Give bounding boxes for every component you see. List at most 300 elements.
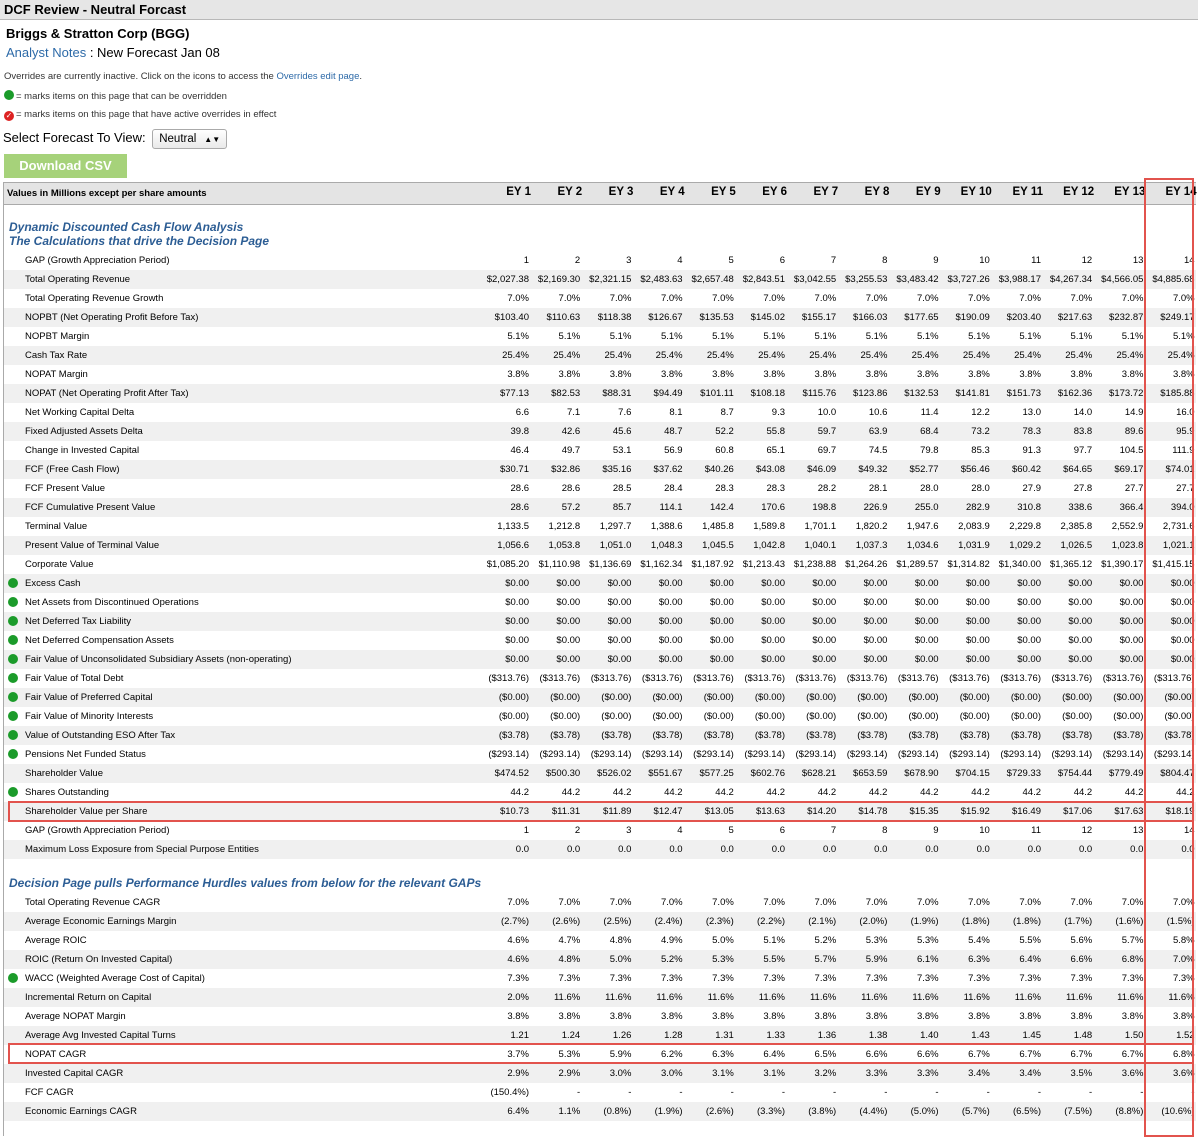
table-cell: 79.8 bbox=[920, 445, 939, 456]
table-cell: $0.00 bbox=[505, 616, 529, 627]
table-cell: 7.3% bbox=[660, 973, 683, 984]
override-dot-icon[interactable] bbox=[8, 578, 18, 588]
table-cell: 7.0% bbox=[609, 897, 632, 908]
table-row bbox=[4, 346, 1196, 365]
section2-title: Decision Page pulls Performance Hurdles values from below for the relevant GAPs bbox=[9, 876, 482, 890]
table-cell: ($313.76) bbox=[846, 673, 888, 684]
analyst-notes-value: New Forecast Jan 08 bbox=[97, 45, 220, 60]
table-cell: $0.00 bbox=[914, 635, 939, 646]
table-cell: 28.2 bbox=[817, 483, 837, 494]
table-cell: 39.8 bbox=[510, 426, 529, 437]
table-cell: ($293.14) bbox=[1153, 749, 1195, 760]
table-cell: 7.0% bbox=[712, 897, 734, 908]
table-cell: $118.38 bbox=[597, 312, 632, 323]
table-cell: $602.76 bbox=[750, 768, 785, 779]
table-cell: $1,110.98 bbox=[538, 559, 581, 570]
table-cell: 5.1% bbox=[609, 331, 632, 342]
table-row bbox=[4, 441, 1196, 460]
table-cell: 9.3 bbox=[771, 407, 785, 418]
table-cell: $0.00 bbox=[1170, 654, 1195, 665]
table-cell: 5.5% bbox=[1019, 935, 1041, 946]
override-dot-icon[interactable] bbox=[8, 654, 18, 664]
table-cell: 1,701.1 bbox=[804, 521, 837, 532]
table-cell: $11.89 bbox=[603, 806, 632, 817]
table-cell: $0.00 bbox=[761, 597, 785, 608]
table-cell: 0.0 bbox=[1078, 844, 1093, 855]
table-cell: (1.5%) bbox=[1166, 916, 1195, 927]
table-cell: 0.0 bbox=[618, 844, 632, 855]
table-row bbox=[4, 308, 1196, 327]
table-cell: 83.8 bbox=[1073, 426, 1093, 437]
table-cell: 1.52 bbox=[1176, 1030, 1195, 1041]
table-cell: $0.00 bbox=[1068, 616, 1093, 627]
table-cell: $0.00 bbox=[607, 616, 632, 627]
overrides-status bbox=[4, 71, 362, 82]
table-cell: 5.7% bbox=[1121, 935, 1144, 946]
table-row bbox=[4, 650, 1196, 669]
table-row bbox=[4, 969, 1196, 988]
table-row bbox=[4, 612, 1196, 631]
table-cell: $0.00 bbox=[658, 635, 683, 646]
table-cell: 44.2 bbox=[1124, 787, 1144, 798]
table-cell: 7.0% bbox=[968, 293, 990, 304]
table-row bbox=[4, 536, 1196, 555]
table-cell: 44.2 bbox=[612, 787, 632, 798]
table-cell: $1,238.88 bbox=[793, 559, 837, 570]
table-cell: 7.3% bbox=[763, 973, 785, 984]
column-header: EY 10 bbox=[960, 186, 992, 198]
table-cell: $0.00 bbox=[812, 578, 837, 589]
table-row bbox=[4, 931, 1196, 950]
table-cell: $203.40 bbox=[1006, 312, 1041, 323]
table-row bbox=[4, 327, 1196, 346]
table-cell: 338.6 bbox=[1068, 502, 1093, 513]
row-label: WACC (Weighted Average Cost of Capital) bbox=[25, 973, 205, 984]
table-cell: 5.7% bbox=[814, 954, 837, 965]
table-cell: 0.0 bbox=[1181, 844, 1195, 855]
row-label: Cash Tax Rate bbox=[25, 350, 88, 361]
table-cell: ($293.14) bbox=[539, 749, 581, 760]
table-cell: $779.49 bbox=[1109, 768, 1144, 779]
table-cell: 5.9% bbox=[609, 1049, 632, 1060]
table-cell: 3.8% bbox=[1172, 369, 1195, 380]
table-cell: $4,566.05 bbox=[1101, 274, 1144, 285]
table-cell: 2 bbox=[574, 255, 581, 266]
table-cell: 25.4% bbox=[553, 350, 581, 361]
table-cell: 46.4 bbox=[510, 445, 529, 456]
table-cell: $0.00 bbox=[556, 597, 581, 608]
table-cell: 11.6% bbox=[1168, 992, 1195, 1003]
row-label: NOPBT (Net Operating Profit Before Tax) bbox=[25, 312, 199, 323]
window-title: DCF Review - Neutral Forcast bbox=[0, 0, 1198, 20]
table-row bbox=[4, 745, 1196, 764]
table-cell: 5.1% bbox=[507, 331, 529, 342]
override-dot-icon[interactable] bbox=[8, 692, 18, 702]
table-cell: 11.6% bbox=[656, 992, 683, 1003]
table-cell: 28.5 bbox=[612, 483, 632, 494]
table-cell: 3.8% bbox=[1121, 369, 1144, 380]
table-cell: 310.8 bbox=[1017, 502, 1041, 513]
table-header bbox=[4, 182, 1196, 205]
table-cell: 226.9 bbox=[863, 502, 888, 513]
table-cell: (10.6%) bbox=[1161, 1106, 1195, 1117]
table-cell: 7.0% bbox=[1172, 293, 1195, 304]
table-cell: $0.00 bbox=[966, 654, 990, 665]
table-cell: - bbox=[833, 1087, 837, 1098]
table-cell: 1,589.8 bbox=[753, 521, 785, 532]
row-label: FCF (Free Cash Flow) bbox=[25, 464, 120, 475]
table-cell: - bbox=[1140, 1087, 1144, 1098]
table-cell: 7.0% bbox=[1172, 897, 1195, 908]
table-cell: $0.00 bbox=[966, 597, 990, 608]
row-label: NOPAT Margin bbox=[25, 369, 88, 380]
legend-red-text: = marks items on this page that have active overrides in effect bbox=[16, 109, 277, 120]
table-cell: ($313.76) bbox=[795, 673, 837, 684]
table-cell: $678.90 bbox=[904, 768, 939, 779]
download-csv-button[interactable]: Download CSV bbox=[4, 154, 127, 178]
row-label: NOPAT CAGR bbox=[25, 1049, 87, 1060]
table-cell: ($313.76) bbox=[1051, 673, 1093, 684]
table-cell: 11.6% bbox=[963, 992, 990, 1003]
table-cell: 11.6% bbox=[912, 992, 939, 1003]
table-row bbox=[4, 479, 1196, 498]
table-cell: $0.00 bbox=[658, 654, 683, 665]
table-cell: 25.4% bbox=[604, 350, 632, 361]
override-dot-icon[interactable] bbox=[8, 597, 18, 607]
table-cell: $30.71 bbox=[499, 464, 529, 475]
table-cell: 5.2% bbox=[814, 935, 837, 946]
table-cell: ($3.78) bbox=[1164, 730, 1195, 741]
table-cell: $151.73 bbox=[1006, 388, 1041, 399]
table-cell: ($313.76) bbox=[693, 673, 734, 684]
table-cell: 198.8 bbox=[812, 502, 837, 513]
table-cell: ($0.00) bbox=[703, 711, 734, 722]
forecast-select-row bbox=[3, 129, 227, 149]
override-dot-icon[interactable] bbox=[8, 730, 18, 740]
table-cell: ($0.00) bbox=[498, 711, 529, 722]
table-cell: (2.5%) bbox=[603, 916, 632, 927]
table-cell: - bbox=[730, 1087, 734, 1098]
table-cell: 3.8% bbox=[865, 1011, 888, 1022]
table-cell: ($0.00) bbox=[1062, 711, 1093, 722]
table-cell: ($313.76) bbox=[641, 673, 683, 684]
table-cell: 3.8% bbox=[814, 1011, 837, 1022]
table-cell: 63.9 bbox=[868, 426, 888, 437]
legend-green bbox=[4, 90, 227, 102]
table-cell: $185.88 bbox=[1160, 388, 1195, 399]
table-cell: ($0.00) bbox=[959, 711, 990, 722]
table-cell: (6.5%) bbox=[1013, 1106, 1041, 1117]
table-cell: 13 bbox=[1132, 825, 1144, 836]
table-cell: 28.4 bbox=[664, 483, 683, 494]
table-cell: $0.00 bbox=[812, 597, 837, 608]
table-cell: 5.1% bbox=[1019, 331, 1041, 342]
table-cell: 3.8% bbox=[916, 369, 939, 380]
table-cell: 7.1 bbox=[566, 407, 581, 418]
green-dot-icon bbox=[4, 90, 14, 100]
table-cell: 25.4% bbox=[809, 350, 837, 361]
table-cell: 142.4 bbox=[710, 502, 734, 513]
table-cell: ($0.00) bbox=[1164, 711, 1195, 722]
table-cell: 0.0 bbox=[874, 844, 888, 855]
table-cell: (2.7%) bbox=[501, 916, 529, 927]
table-cell: $12.47 bbox=[653, 806, 683, 817]
table-cell: 7.3% bbox=[1019, 973, 1041, 984]
table-cell: $0.00 bbox=[556, 654, 581, 665]
table-row bbox=[4, 840, 1196, 859]
table-cell: $10.73 bbox=[499, 806, 529, 817]
table-cell: $2,321.15 bbox=[589, 274, 632, 285]
table-cell: 13.0 bbox=[1022, 407, 1041, 418]
table-cell: $704.15 bbox=[955, 768, 990, 779]
red-check-icon: ✓ bbox=[5, 111, 13, 120]
table-cell: 6 bbox=[779, 255, 785, 266]
row-label: Economic Earnings CAGR bbox=[25, 1106, 137, 1117]
table-cell: $729.33 bbox=[1006, 768, 1041, 779]
table-cell: ($0.00) bbox=[1062, 692, 1093, 703]
table-cell: 2.9% bbox=[507, 1068, 529, 1079]
table-cell: 7.0% bbox=[916, 293, 939, 304]
table-cell: 10.0 bbox=[817, 407, 837, 418]
table-cell: $0.00 bbox=[1170, 597, 1195, 608]
table-cell: 5.1% bbox=[1172, 331, 1195, 342]
table-cell: $35.16 bbox=[602, 464, 632, 475]
table-cell: 7.3% bbox=[558, 973, 581, 984]
table-cell: $0.00 bbox=[710, 635, 734, 646]
table-cell: $52.77 bbox=[909, 464, 939, 475]
row-label: Fixed Adjusted Assets Delta bbox=[25, 426, 143, 437]
table-row bbox=[4, 950, 1196, 969]
table-cell: 69.7 bbox=[817, 445, 837, 456]
analyst-notes-link[interactable]: Analyst Notes bbox=[6, 45, 87, 60]
table-row bbox=[4, 384, 1196, 403]
table-cell: 0.0 bbox=[1130, 844, 1144, 855]
table-cell: 2.0% bbox=[507, 992, 529, 1003]
table-cell: $0.00 bbox=[863, 578, 888, 589]
table-cell: 3.8% bbox=[865, 369, 888, 380]
table-cell: $37.62 bbox=[653, 464, 683, 475]
table-cell: (8.8%) bbox=[1115, 1106, 1144, 1117]
table-cell: 3.0% bbox=[660, 1068, 683, 1079]
table-cell: $126.67 bbox=[648, 312, 683, 323]
row-label: Invested Capital CAGR bbox=[25, 1068, 124, 1079]
table-cell: $0.00 bbox=[863, 616, 888, 627]
table-cell: 6.2% bbox=[660, 1049, 683, 1060]
row-label: Average ROIC bbox=[25, 935, 87, 946]
table-cell: $0.00 bbox=[658, 616, 683, 627]
table-cell: 12.2 bbox=[971, 407, 990, 418]
override-dot-icon[interactable] bbox=[8, 973, 18, 983]
table-cell: $0.00 bbox=[761, 616, 785, 627]
table-cell: $0.00 bbox=[658, 578, 683, 589]
table-cell: 1,388.6 bbox=[650, 521, 683, 532]
table-cell: 0.0 bbox=[976, 844, 990, 855]
table-cell: 3.2% bbox=[814, 1068, 837, 1079]
table-cell: 3.4% bbox=[1019, 1068, 1041, 1079]
table-row bbox=[4, 893, 1196, 912]
override-dot-icon[interactable] bbox=[8, 616, 18, 626]
table-cell: 1,133.5 bbox=[497, 521, 529, 532]
table-row bbox=[4, 555, 1196, 574]
table-cell: ($0.00) bbox=[908, 711, 939, 722]
override-dot-icon[interactable] bbox=[8, 787, 18, 797]
table-cell: ($3.78) bbox=[857, 730, 888, 741]
table-cell: $94.49 bbox=[653, 388, 683, 399]
table-cell: 11.6% bbox=[1065, 992, 1093, 1003]
table-cell: ($3.78) bbox=[1113, 730, 1144, 741]
table-cell: $3,727.26 bbox=[947, 274, 990, 285]
table-cell: 44.2 bbox=[561, 787, 581, 798]
table-cell: 11.6% bbox=[861, 992, 888, 1003]
table-cell: $166.03 bbox=[853, 312, 888, 323]
table-cell: 1,056.6 bbox=[497, 540, 529, 551]
table-cell: 3.8% bbox=[1070, 1011, 1093, 1022]
row-label: Value of Outstanding ESO After Tax bbox=[25, 730, 176, 741]
table-cell: ($3.78) bbox=[498, 730, 529, 741]
forecast-select[interactable] bbox=[152, 129, 227, 149]
table-cell: 282.9 bbox=[966, 502, 990, 513]
table-cell: $0.00 bbox=[1119, 578, 1144, 589]
row-label: Fair Value of Unconsolidated Subsidiary Assets (non-operating) bbox=[25, 654, 292, 665]
table-cell: 11.6% bbox=[758, 992, 785, 1003]
table-cell: 1,053.8 bbox=[548, 540, 581, 551]
row-label: Total Operating Revenue bbox=[25, 274, 131, 285]
override-dot-icon[interactable] bbox=[8, 711, 18, 721]
table-cell: (2.4%) bbox=[654, 916, 683, 927]
table-cell: 5.1% bbox=[865, 331, 888, 342]
column-header: EY 13 bbox=[1114, 186, 1146, 198]
table-cell: 5.1% bbox=[763, 935, 785, 946]
table-cell: $0.00 bbox=[863, 654, 888, 665]
table-cell: ($3.78) bbox=[1062, 730, 1093, 741]
table-cell: (2.6%) bbox=[705, 1106, 734, 1117]
table-cell: $1,187.92 bbox=[691, 559, 734, 570]
table-row bbox=[4, 988, 1196, 1007]
table-cell: - bbox=[1037, 1087, 1041, 1098]
table-cell: 25.4% bbox=[502, 350, 529, 361]
row-label: Net Deferred Compensation Assets bbox=[25, 635, 174, 646]
table-cell: $0.00 bbox=[658, 597, 683, 608]
table-cell: 7.0% bbox=[814, 897, 837, 908]
table-cell: - bbox=[935, 1087, 939, 1098]
table-cell: $1,213.43 bbox=[742, 559, 785, 570]
table-cell: (2.0%) bbox=[859, 916, 888, 927]
table-cell: 25.4% bbox=[758, 350, 785, 361]
table-cell: ($0.00) bbox=[959, 692, 990, 703]
forecast-select-value: Neutral bbox=[159, 133, 197, 145]
table-row bbox=[4, 688, 1196, 707]
table-cell: 0.0 bbox=[669, 844, 683, 855]
table-cell: 25.4% bbox=[706, 350, 734, 361]
column-header: EY 12 bbox=[1063, 186, 1095, 198]
overrides-edit-link[interactable]: Overrides edit page bbox=[276, 71, 360, 82]
table-cell: 1,051.0 bbox=[599, 540, 632, 551]
table-cell: 6.1% bbox=[916, 954, 939, 965]
table-cell: $11.31 bbox=[551, 806, 581, 817]
column-header: EY 2 bbox=[557, 186, 583, 198]
table-cell: 11.6% bbox=[553, 992, 581, 1003]
table-cell: 1.28 bbox=[664, 1030, 683, 1041]
override-dot-icon[interactable] bbox=[8, 749, 18, 759]
table-cell: ($293.14) bbox=[488, 749, 529, 760]
table-cell: 1,212.8 bbox=[548, 521, 581, 532]
table-cell: 1.36 bbox=[817, 1030, 837, 1041]
table-cell: ($313.76) bbox=[949, 673, 990, 684]
table-cell: 7.0% bbox=[712, 293, 734, 304]
table-cell: 114.1 bbox=[659, 502, 683, 513]
table-cell: 25.4% bbox=[860, 350, 888, 361]
table-cell: 104.5 bbox=[1119, 445, 1144, 456]
table-cell: 6.7% bbox=[1019, 1049, 1041, 1060]
table-cell: 4 bbox=[677, 825, 683, 836]
table-cell: 44.2 bbox=[971, 787, 990, 798]
table-cell: (3.3%) bbox=[757, 1106, 785, 1117]
table-cell: 28.6 bbox=[510, 483, 529, 494]
table-cell: 11.6% bbox=[605, 992, 632, 1003]
row-label: ROIC (Return On Invested Capital) bbox=[25, 954, 173, 965]
table-cell: 7 bbox=[830, 825, 837, 836]
override-dot-icon[interactable] bbox=[8, 635, 18, 645]
table-cell: 5.1% bbox=[763, 331, 785, 342]
table-cell: $0.00 bbox=[761, 578, 785, 589]
table-cell: 3.8% bbox=[712, 369, 734, 380]
table-cell: $123.86 bbox=[853, 388, 888, 399]
table-cell: $0.00 bbox=[863, 635, 888, 646]
table-row bbox=[4, 1083, 1196, 1102]
table-cell: - bbox=[1191, 1087, 1195, 1098]
table-cell: $474.52 bbox=[494, 768, 529, 779]
table-cell: 5.1% bbox=[968, 331, 990, 342]
row-label: Fair Value of Preferred Capital bbox=[25, 692, 153, 703]
table-cell: 5.5% bbox=[763, 954, 785, 965]
table-cell: 1.45 bbox=[1022, 1030, 1041, 1041]
table-cell: 3 bbox=[626, 825, 632, 836]
table-cell: - bbox=[679, 1087, 683, 1098]
table-cell: 1,947.6 bbox=[906, 521, 939, 532]
table-cell: 7.0% bbox=[916, 897, 939, 908]
table-cell: 3.8% bbox=[507, 1011, 529, 1022]
table-cell: 394.0 bbox=[1170, 502, 1195, 513]
table-cell: 7.0% bbox=[968, 897, 990, 908]
table-cell: ($293.14) bbox=[1102, 749, 1144, 760]
table-cell: ($313.76) bbox=[744, 673, 785, 684]
table-cell: 6.5% bbox=[814, 1049, 837, 1060]
table-cell: 3.8% bbox=[1121, 1011, 1144, 1022]
column-header: EY 5 bbox=[711, 186, 736, 198]
table-cell: $17.06 bbox=[1063, 806, 1093, 817]
table-row bbox=[4, 517, 1196, 536]
table-cell: $0.00 bbox=[710, 654, 734, 665]
row-label: Fair Value of Minority Interests bbox=[25, 711, 154, 722]
table-cell: (1.6%) bbox=[1115, 916, 1144, 927]
table-row bbox=[4, 783, 1196, 802]
table-cell: $3,988.17 bbox=[998, 274, 1041, 285]
table-cell: $0.00 bbox=[556, 578, 581, 589]
table-cell: 7 bbox=[830, 255, 837, 266]
override-dot-icon[interactable] bbox=[8, 673, 18, 683]
table-cell: 73.2 bbox=[971, 426, 990, 437]
table-cell: 6.7% bbox=[1070, 1049, 1093, 1060]
table-row bbox=[4, 460, 1196, 479]
table-cell: ($313.76) bbox=[1153, 673, 1195, 684]
table-cell: $17.63 bbox=[1114, 806, 1144, 817]
table-cell: $101.11 bbox=[700, 388, 734, 399]
table-cell: ($3.78) bbox=[754, 730, 785, 741]
table-cell: 27.7 bbox=[1176, 483, 1195, 494]
table-cell: 1,297.7 bbox=[599, 521, 632, 532]
row-label: Net Assets from Discontinued Operations bbox=[25, 597, 199, 608]
dcf-table bbox=[3, 182, 1196, 1136]
